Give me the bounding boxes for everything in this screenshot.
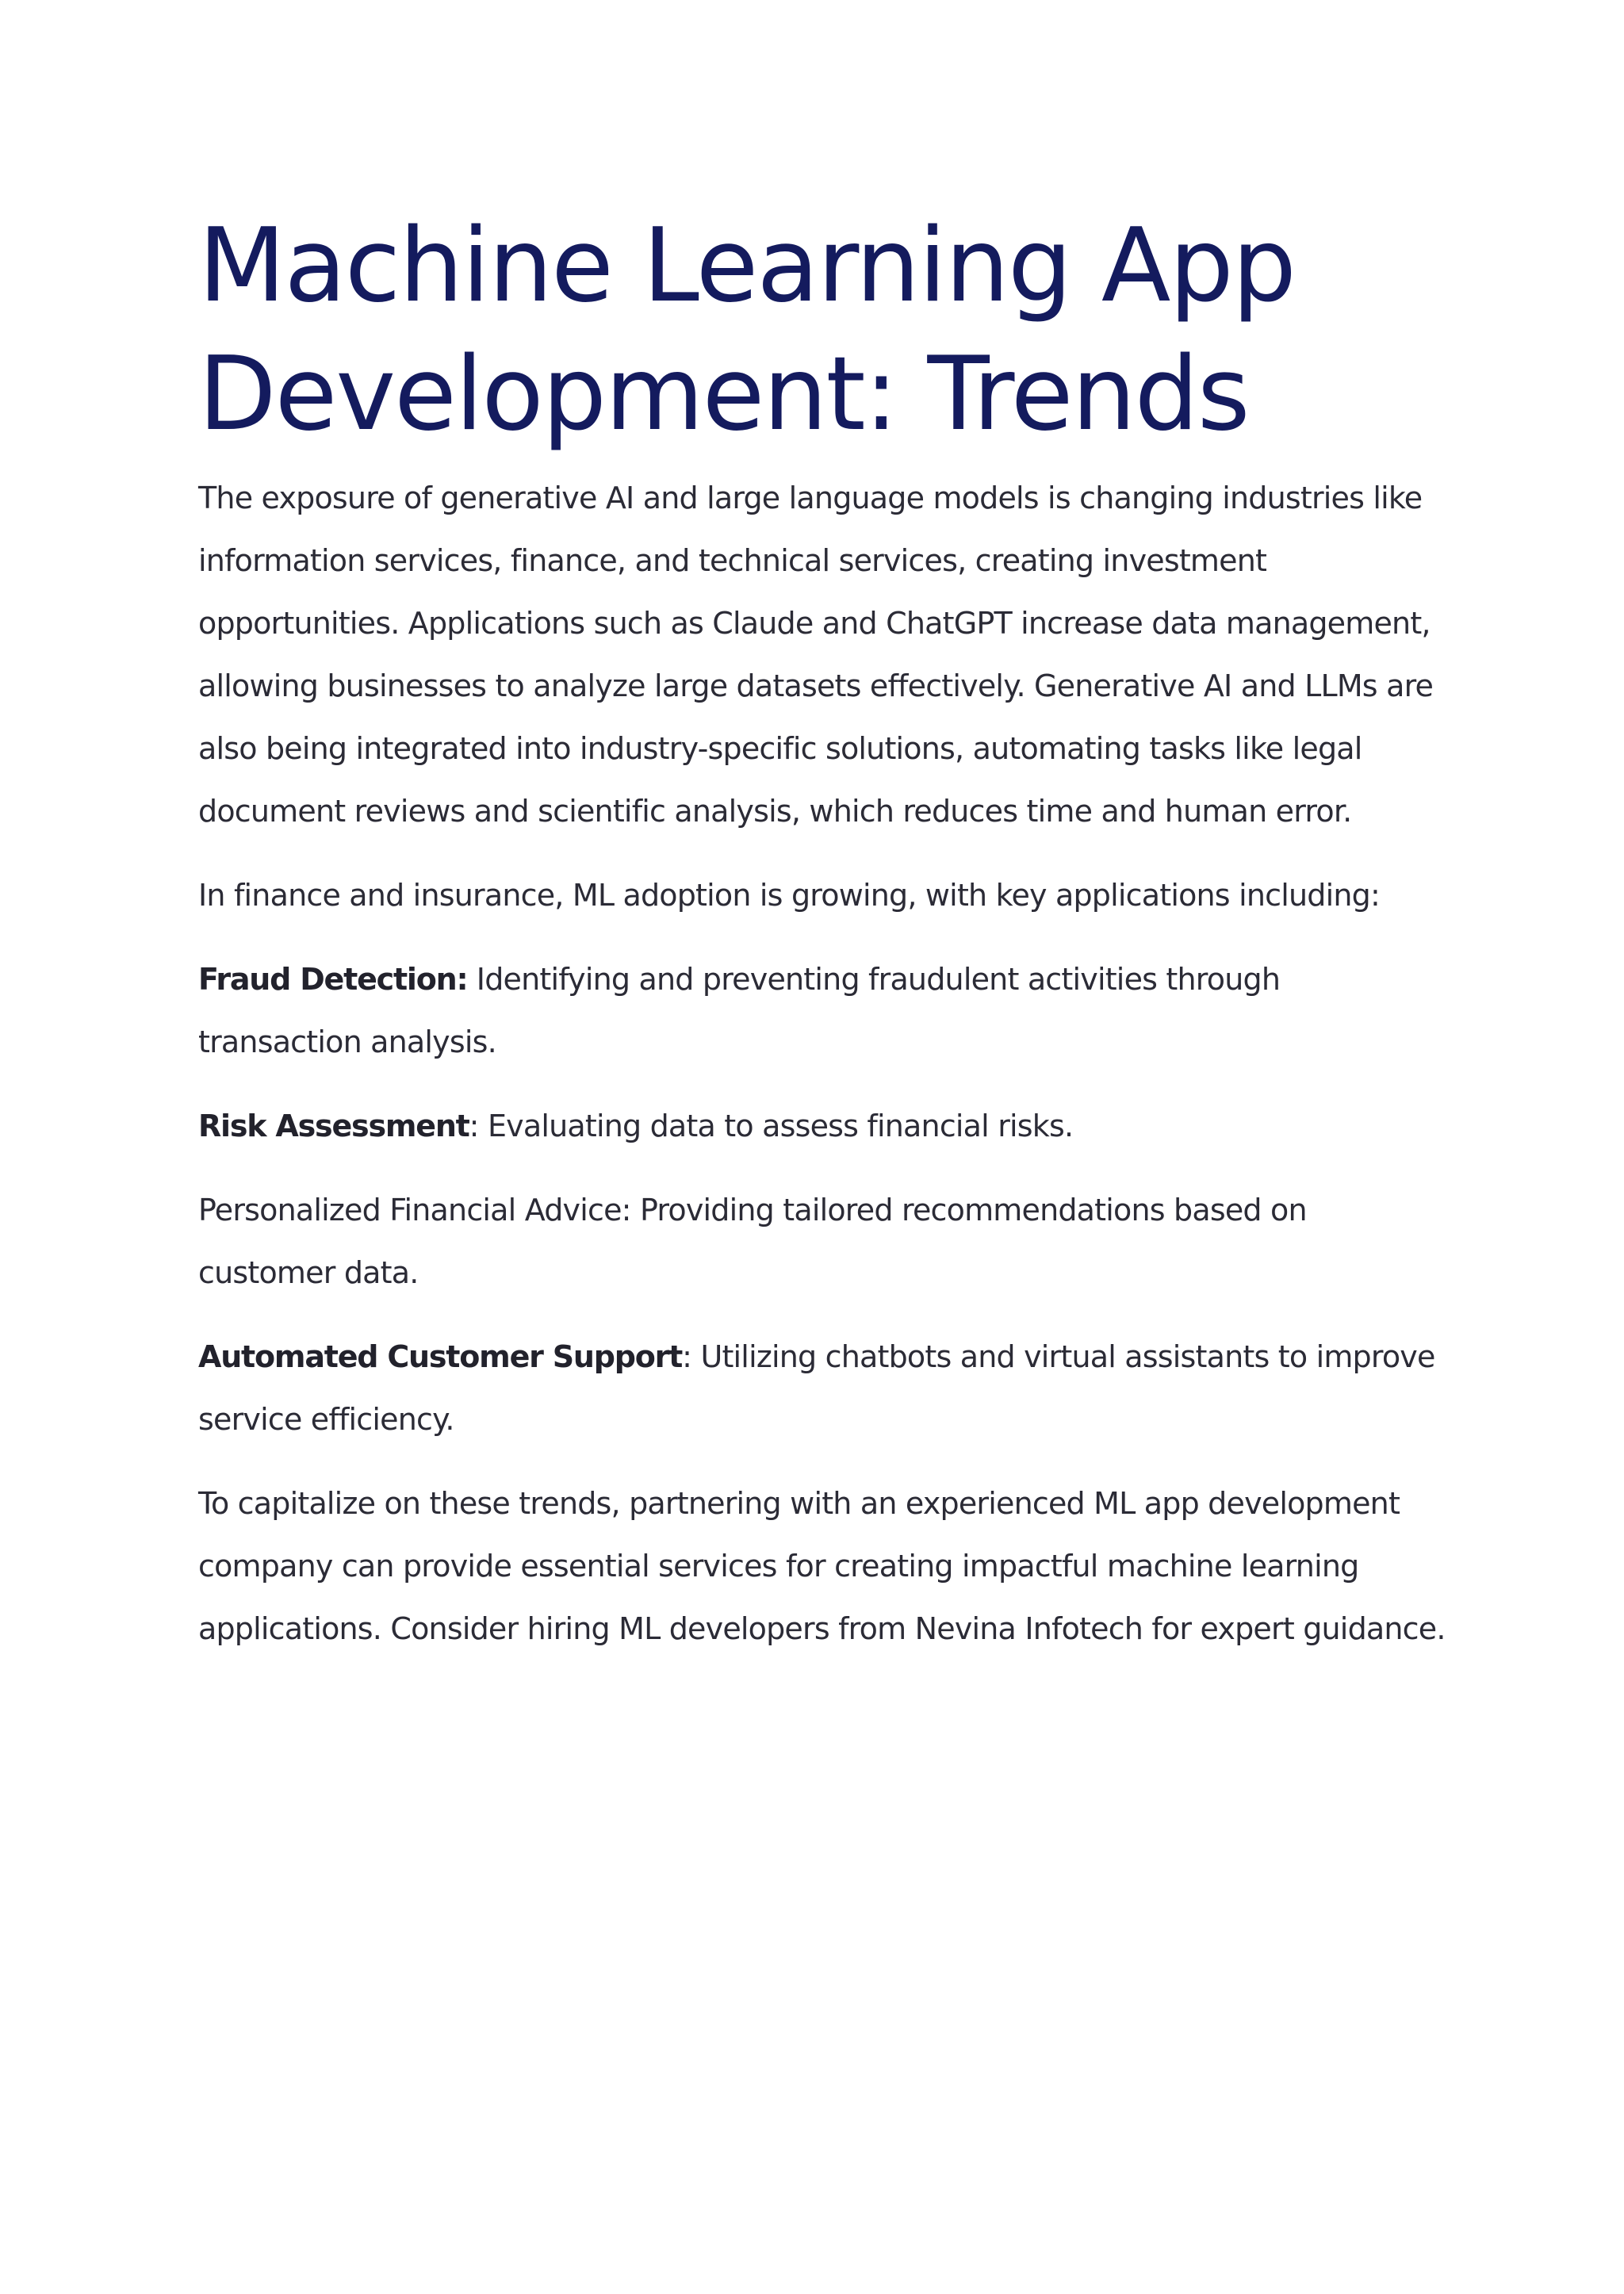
fraud-detection-item — [198, 948, 1451, 1074]
intro-paragraph: The exposure of generative AI and large language models is changing industries like information services, finance, and technical services, creating investment opportunities. Applications such as Claude and ChatGPT increase data management, allowing businesses to analyze large datasets effectively. Generative AI and LLMs are also being integrated into industry-specific solutions, automating tasks like legal document reviews and scientific analysis, which reduces time and human error. — [198, 481, 1434, 829]
customer-support-label: Automated Customer Support — [198, 1339, 683, 1374]
risk-assessment-text: : Evaluating data to assess financial risks. — [469, 1109, 1074, 1143]
risk-assessment-label: Risk Assessment — [198, 1109, 469, 1143]
finance-intro-paragraph: In finance and insurance, ML adoption is growing, with key applications including: — [198, 878, 1380, 913]
fraud-detection-label: Fraud Detection: — [198, 962, 468, 997]
page-title-line-2: Development: Trends — [198, 335, 1249, 454]
financial-advice-item — [198, 1179, 1451, 1304]
conclusion-paragraph: To capitalize on these trends, partnering with an experienced ML app development company can provide essential services for creating impactful machine learning applications. Consider hiring ML developers from Nevina Infotech for expert guidance. — [198, 1486, 1446, 1646]
customer-support-text: : Utilizing chatbots and virtual assistants to improve service efficiency. — [198, 1339, 1435, 1437]
customer-support-item — [198, 1326, 1451, 1451]
page-title — [198, 202, 1451, 459]
financial-advice-text: Personalized Financial Advice: Providing tailored recommendations based on customer data. — [198, 1193, 1307, 1290]
fraud-detection-text: Identifying and preventing fraudulent activities through transaction analysis. — [198, 962, 1281, 1059]
document-page — [198, 202, 1451, 1660]
page-title-line-1: Machine Learning App — [198, 207, 1295, 325]
risk-assessment-item — [198, 1095, 1451, 1158]
